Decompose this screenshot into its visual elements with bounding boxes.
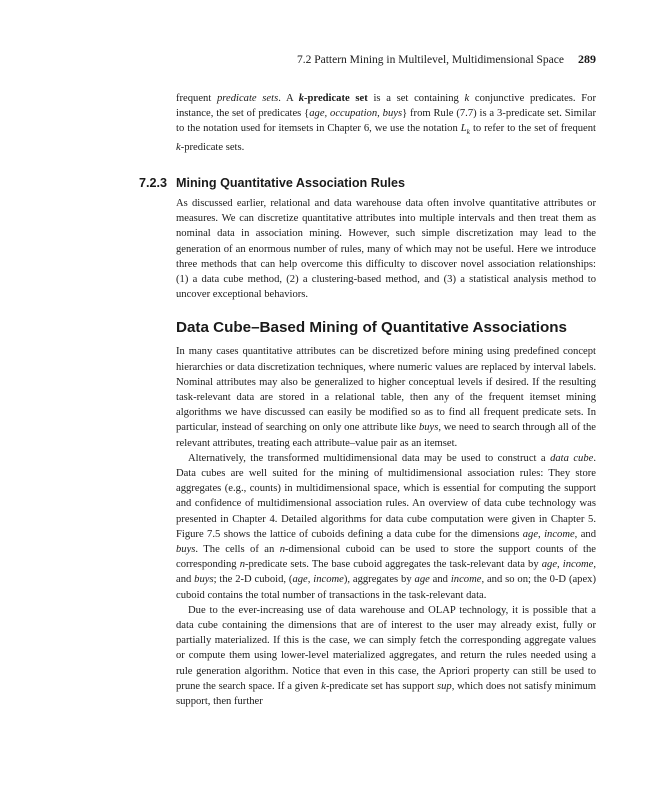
paragraph-section-intro: As discussed earlier, relational and data warehouse data often involve quantitative attributes or measures. We can discretize quantitative attributes into multiple intervals and then treat them as nominal data in association mining. However, such simple discretization may lead to the generation of an enormous number of rules, many of which may not be useful. Here we introduce three methods that can help overcome this difficulty to discover novel association relationships: (1) a data cube method, (2) a clustering-based method, and (3) a statistical analysis method to uncover exceptional behaviors. <box>176 197 596 301</box>
paragraph-data-cube-lattice: Alternatively, the transformed multidimensional data may be used to construct a data cube. Data cubes are well suited for the mining of multidimensional association rules: They store aggregates (e.g., counts) in multidimensional space, which is essential for computing the support and confidence of multidimensional association rules. An overview of data cube technology was presented in Chapter 4. Detailed algorithms for data cube computation were given in Chapter 5. Figure 7.5 shows the lattice of cuboids defining a data cube for the dimensions age, income, and buys. The cells of an n-dimensional cuboid can be used to store the support counts of the corresponding n-predicate sets. The base cuboid aggregates the task-relevant data by age, income, and buys; the 2-D cuboid, (age, income), aggregates by age and income, and so on; the 0-D (apex) cuboid contains the total number of transactions in the task-relevant data. <box>176 452 597 601</box>
page-number: 289 <box>578 52 596 66</box>
page-body <box>139 91 597 709</box>
paragraph-data-cube-intro: In many cases quantitative attributes can be discretized before mining using predefined concept hierarchies or data discretization techniques, where numeric values are replaced by interval labels. Nominal attributes may also be generalized to higher conceptual levels if desired. If the resulting task-relevant data are stored in a relational table, then any of the frequent itemset mining algorithms we have discussed can easily be modified so as to find all frequent predicate sets. In particular, instead of searching on only one attribute like buys, we need to search through all of the relevant attributes, treating each attribute–value pair as an itemset. <box>176 346 596 449</box>
section-number: 7.2.3 <box>139 175 168 190</box>
section-title: Mining Quantitative Association Rules <box>176 175 406 190</box>
running-header <box>176 52 596 67</box>
section-heading <box>139 175 596 191</box>
paragraph-olap-cube: Due to the ever-increasing use of data warehouse and OLAP technology, it is possible that a data cube containing the dimensions that are of interest to the user may already exist, fully or partially materialized. If this is the case, we can simply fetch the corresponding aggregate values or compute them using lower-level materialized aggregates, and return the rules needed using a rule generation algorithm. Notice that even in this case, the Apriori property can still be used to prune the search space. If a given k-predicate set has support sup, which does not satisfy minimum support, then further <box>176 604 596 708</box>
running-title: 7.2 Pattern Mining in Multilevel, Multidimensional Space <box>296 54 564 66</box>
paragraph-predicate-sets: frequent predicate sets. A k-predicate set is a set containing k conjunctive predicates. For instance, the set of predicates {age, occupation, buys} from Rule (7.7) is a 3-predicate set. Similar to the notation used for itemsets in Chapter 6, we use the notation $L_k$ to refer to the set of frequent k-predicate sets. <box>176 93 596 153</box>
subsection-heading: Data Cube–Based Mining of Quantitative Associations <box>176 319 568 337</box>
